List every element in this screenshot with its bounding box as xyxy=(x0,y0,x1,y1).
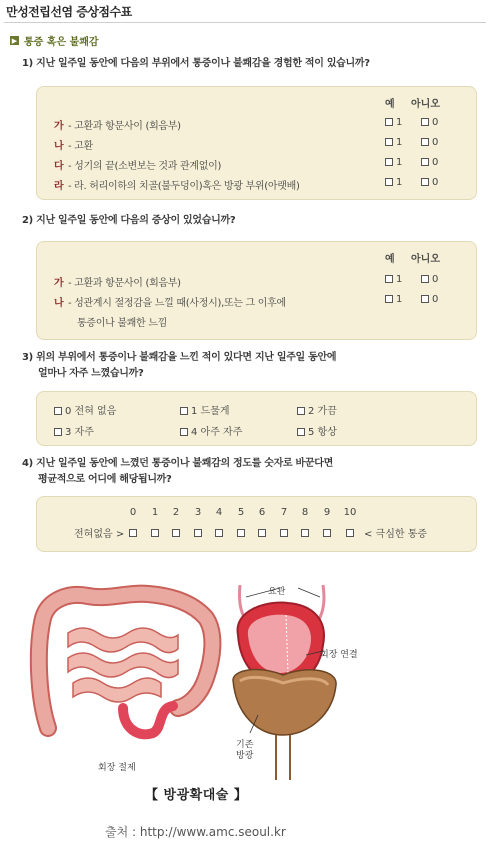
frequency-option[interactable] xyxy=(297,423,337,438)
checkbox[interactable] xyxy=(385,138,393,146)
no-header: 아니오 xyxy=(411,254,440,265)
scale-number: 3 xyxy=(194,507,202,518)
scale-right-label: < 극심한 통증 xyxy=(364,529,428,540)
checkbox[interactable] xyxy=(54,407,62,415)
scale-checkbox[interactable] xyxy=(129,529,137,537)
row-text: - 성기의 끝(소변보는 것과 관계없이) xyxy=(68,161,222,172)
checkbox[interactable] xyxy=(385,275,393,283)
frequency-option[interactable] xyxy=(54,423,94,438)
ileum-connection-label: 회장 연결 xyxy=(320,650,358,660)
question-4-line-1: 4) 지난 일주일 동안에 느꼈던 통증이나 불쾌감의 정도를 숫자로 바꾼다면 xyxy=(22,458,334,469)
option-value: 0 xyxy=(432,137,439,148)
scale-number: 7 xyxy=(280,507,288,518)
scale-checkbox[interactable] xyxy=(301,529,309,537)
question-4-line-2: 평균적으로 어디에 해당됩니까? xyxy=(38,474,172,485)
row-text: - 고환 xyxy=(68,141,93,152)
scale-left-label: 전혀없음 > xyxy=(74,529,125,540)
scale-number: 9 xyxy=(323,507,331,518)
option-value: 0 xyxy=(432,294,439,305)
scale-number: 4 xyxy=(215,507,223,518)
scale-checkbox[interactable] xyxy=(194,529,202,537)
row-text: - 성관계시 절정감을 느낄 때(사정시),또는 그 이후에 xyxy=(68,298,286,309)
question-2: 2) 지난 일주일 동안에 다음의 증상이 있었습니까? xyxy=(22,215,236,226)
yes-option[interactable] xyxy=(385,117,402,128)
scale-number: 2 xyxy=(172,507,180,518)
title-divider xyxy=(4,22,486,23)
no-option[interactable] xyxy=(421,294,438,305)
checkbox[interactable] xyxy=(421,295,429,303)
yes-header: 예 xyxy=(385,99,395,110)
figure-caption: 【 방광확대술 】 xyxy=(145,788,248,803)
question-1-box xyxy=(36,86,477,200)
scale-checkbox[interactable] xyxy=(215,529,223,537)
option-value: 1 xyxy=(396,274,403,285)
scale-checkbox[interactable] xyxy=(258,529,266,537)
row-text: - 고환과 항문사이 (회음부) xyxy=(68,278,181,289)
row-letter: 라 xyxy=(54,181,64,192)
frequency-option[interactable] xyxy=(180,423,242,438)
checkbox[interactable] xyxy=(180,407,188,415)
checkbox[interactable] xyxy=(385,158,393,166)
row-letter: 다 xyxy=(54,161,64,172)
checkbox[interactable] xyxy=(421,178,429,186)
existing-bladder-label-1: 기존 xyxy=(236,740,254,750)
section-header xyxy=(10,33,99,48)
urethra xyxy=(276,735,290,780)
yes-option[interactable] xyxy=(385,294,402,305)
scale-number: 8 xyxy=(301,507,309,518)
row-letter: 가 xyxy=(54,121,64,132)
scale-number: 1 xyxy=(151,507,159,518)
checkbox[interactable] xyxy=(421,138,429,146)
scale-checkbox[interactable] xyxy=(280,529,288,537)
option-label: 4 아주 자주 xyxy=(191,427,243,438)
small-intestine xyxy=(68,628,178,702)
row-letter: 가 xyxy=(54,278,64,289)
no-option[interactable] xyxy=(421,177,438,188)
question-3-box xyxy=(36,391,477,446)
no-option[interactable] xyxy=(421,274,438,285)
option-label: 2 가끔 xyxy=(308,406,337,417)
checkbox[interactable] xyxy=(385,178,393,186)
scale-number: 10 xyxy=(343,507,357,518)
checkbox[interactable] xyxy=(421,275,429,283)
yes-option[interactable] xyxy=(385,157,402,168)
option-value: 0 xyxy=(432,274,439,285)
option-value: 1 xyxy=(396,177,403,188)
checkbox[interactable] xyxy=(180,428,188,436)
option-value: 1 xyxy=(396,294,403,305)
option-label: 3 자주 xyxy=(65,427,94,438)
question-1: 1) 지난 일주일 동안에 다음의 부위에서 통증이나 불쾌감을 경험한 적이 있습니까? xyxy=(22,58,370,69)
question-3-line-2: 얼마나 자주 느꼈습니까? xyxy=(38,368,144,379)
option-label: 5 항상 xyxy=(308,427,337,438)
option-label: 1 드물게 xyxy=(191,406,230,417)
row-text-continued: 통증이나 불쾌한 느낌 xyxy=(77,318,167,329)
row-text: - 고환과 항문사이 (회음부) xyxy=(68,121,181,132)
yes-option[interactable] xyxy=(385,137,402,148)
scale-checkbox[interactable] xyxy=(237,529,245,537)
yes-header: 예 xyxy=(385,254,395,265)
frequency-option[interactable] xyxy=(54,402,116,417)
question-2-box xyxy=(36,241,477,340)
no-option[interactable] xyxy=(421,157,438,168)
checkbox[interactable] xyxy=(385,118,393,126)
yes-option[interactable] xyxy=(385,177,402,188)
frequency-option[interactable] xyxy=(297,402,337,417)
scale-checkbox[interactable] xyxy=(172,529,180,537)
no-option[interactable] xyxy=(421,137,438,148)
frequency-option[interactable] xyxy=(180,402,230,417)
option-value: 0 xyxy=(432,177,439,188)
checkbox[interactable] xyxy=(421,158,429,166)
question-4-box xyxy=(36,496,477,552)
scale-checkbox[interactable] xyxy=(323,529,331,537)
scale-number: 6 xyxy=(258,507,266,518)
row-letter: 나 xyxy=(54,298,64,309)
resected-ileum xyxy=(123,706,173,734)
no-header: 아니오 xyxy=(411,99,440,110)
checkbox[interactable] xyxy=(385,295,393,303)
option-value: 1 xyxy=(396,157,403,168)
option-value: 1 xyxy=(396,117,403,128)
row-letter: 나 xyxy=(54,141,64,152)
option-label: 0 전혀 없음 xyxy=(65,406,117,417)
checkbox[interactable] xyxy=(297,407,305,415)
row-text: - 라. 허리이하의 치골(불두덩이)혹은 방광 부위(아랫배) xyxy=(68,181,300,192)
ileum-resection-label: 회장 절제 xyxy=(98,763,136,773)
yes-option[interactable] xyxy=(385,274,402,285)
checkbox[interactable] xyxy=(297,428,305,436)
intestine-illustration xyxy=(28,578,228,758)
option-value: 0 xyxy=(432,117,439,128)
existing-bladder-label-2: 방광 xyxy=(236,751,254,761)
question-3-line-1: 3) 위의 부위에서 통증이나 불쾌감을 느낀 적이 있다면 지난 일주일 동안에 xyxy=(22,352,337,363)
ureter-leader-line-right xyxy=(298,588,320,597)
scale-checkbox[interactable] xyxy=(346,529,354,537)
scale-checkbox[interactable] xyxy=(151,529,159,537)
no-option[interactable] xyxy=(421,117,438,128)
source-credit: 출처 : http://www.amc.seoul.kr xyxy=(105,825,286,839)
checkbox[interactable] xyxy=(421,118,429,126)
scale-number: 0 xyxy=(129,507,137,518)
option-value: 0 xyxy=(432,157,439,168)
section-bullet-icon: ▶ xyxy=(11,36,18,45)
option-value: 1 xyxy=(396,137,403,148)
checkbox[interactable] xyxy=(54,428,62,436)
section-title: 통증 혹은 불쾌감 xyxy=(24,37,99,48)
ureter-label: 요관 xyxy=(268,587,286,597)
scale-number: 5 xyxy=(237,507,245,518)
page-title: 만성전립선염 증상점수표 xyxy=(6,5,132,19)
